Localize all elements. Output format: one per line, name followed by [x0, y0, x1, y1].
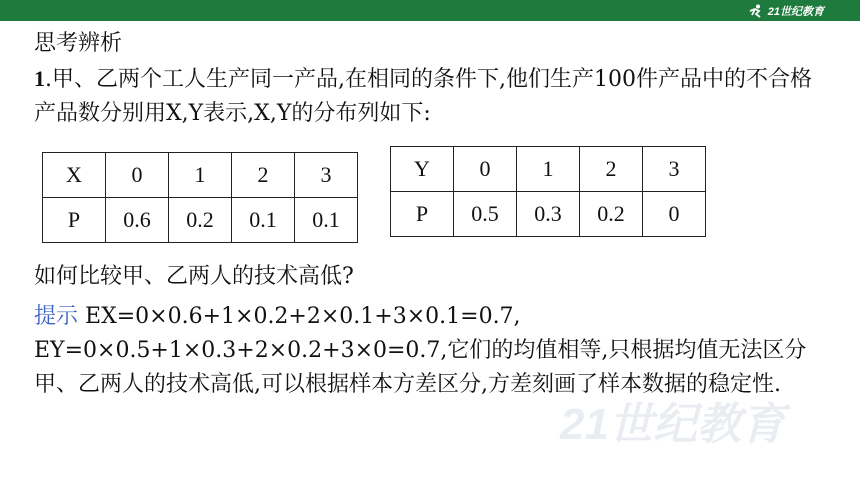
table-cell: 0.1 — [295, 198, 358, 243]
table-cell: 1 — [517, 147, 580, 192]
table-cell: X — [43, 153, 106, 198]
table-row — [391, 192, 706, 237]
table-cell: Y — [391, 147, 454, 192]
table-cell: 0 — [106, 153, 169, 198]
table-cell: 0 — [643, 192, 706, 237]
section-title: 思考辨析 — [34, 31, 123, 56]
brand-logo — [747, 2, 824, 19]
watermark-logo: 21世纪教育 — [560, 400, 785, 449]
table-cell: 3 — [643, 147, 706, 192]
hint-line1: EX=0×0.6+1×0.2+2×0.1+3×0.1=0.7, — [78, 304, 521, 329]
problem-number: 1 — [34, 66, 45, 91]
runner-icon — [747, 4, 765, 18]
top-banner — [0, 0, 860, 21]
table-cell: 0.3 — [517, 192, 580, 237]
hint-explanation: EY=0×0.5+1×0.3+2×0.2+3×0=0.7,它们的均值相等,只根据均值无法区分甲、乙两人的技术高低,可以根据样本方差区分,方差刻画了样本数据的稳定性. — [34, 338, 807, 397]
distribution-table-y — [390, 146, 706, 237]
table-row — [43, 153, 358, 198]
table-cell: 2 — [232, 153, 295, 198]
table-cell: 0.6 — [106, 198, 169, 243]
table-cell: 0.5 — [454, 192, 517, 237]
table-cell: 0.1 — [232, 198, 295, 243]
table-cell: P — [391, 192, 454, 237]
logo-text: 21世纪教育 — [767, 5, 824, 18]
table-cell: 0 — [454, 147, 517, 192]
question-text: 如何比较甲、乙两人的技术高低? — [34, 264, 354, 289]
problem-statement — [34, 62, 824, 131]
table-cell: 2 — [580, 147, 643, 192]
table-cell: 0.2 — [169, 198, 232, 243]
hint-block — [34, 300, 824, 402]
table-cell: 3 — [295, 153, 358, 198]
table-row — [391, 147, 706, 192]
table-cell: 0.2 — [580, 192, 643, 237]
table-cell: 1 — [169, 153, 232, 198]
distribution-table-x — [42, 152, 358, 243]
table-cell: P — [43, 198, 106, 243]
problem-text: .甲、乙两个工人生产同一产品,在相同的条件下,他们生产100件产品中的不合格产品数分别用X,Y表示,X,Y的分布列如下: — [34, 67, 812, 126]
hint-label: 提示 — [34, 304, 79, 329]
table-row — [43, 198, 358, 243]
